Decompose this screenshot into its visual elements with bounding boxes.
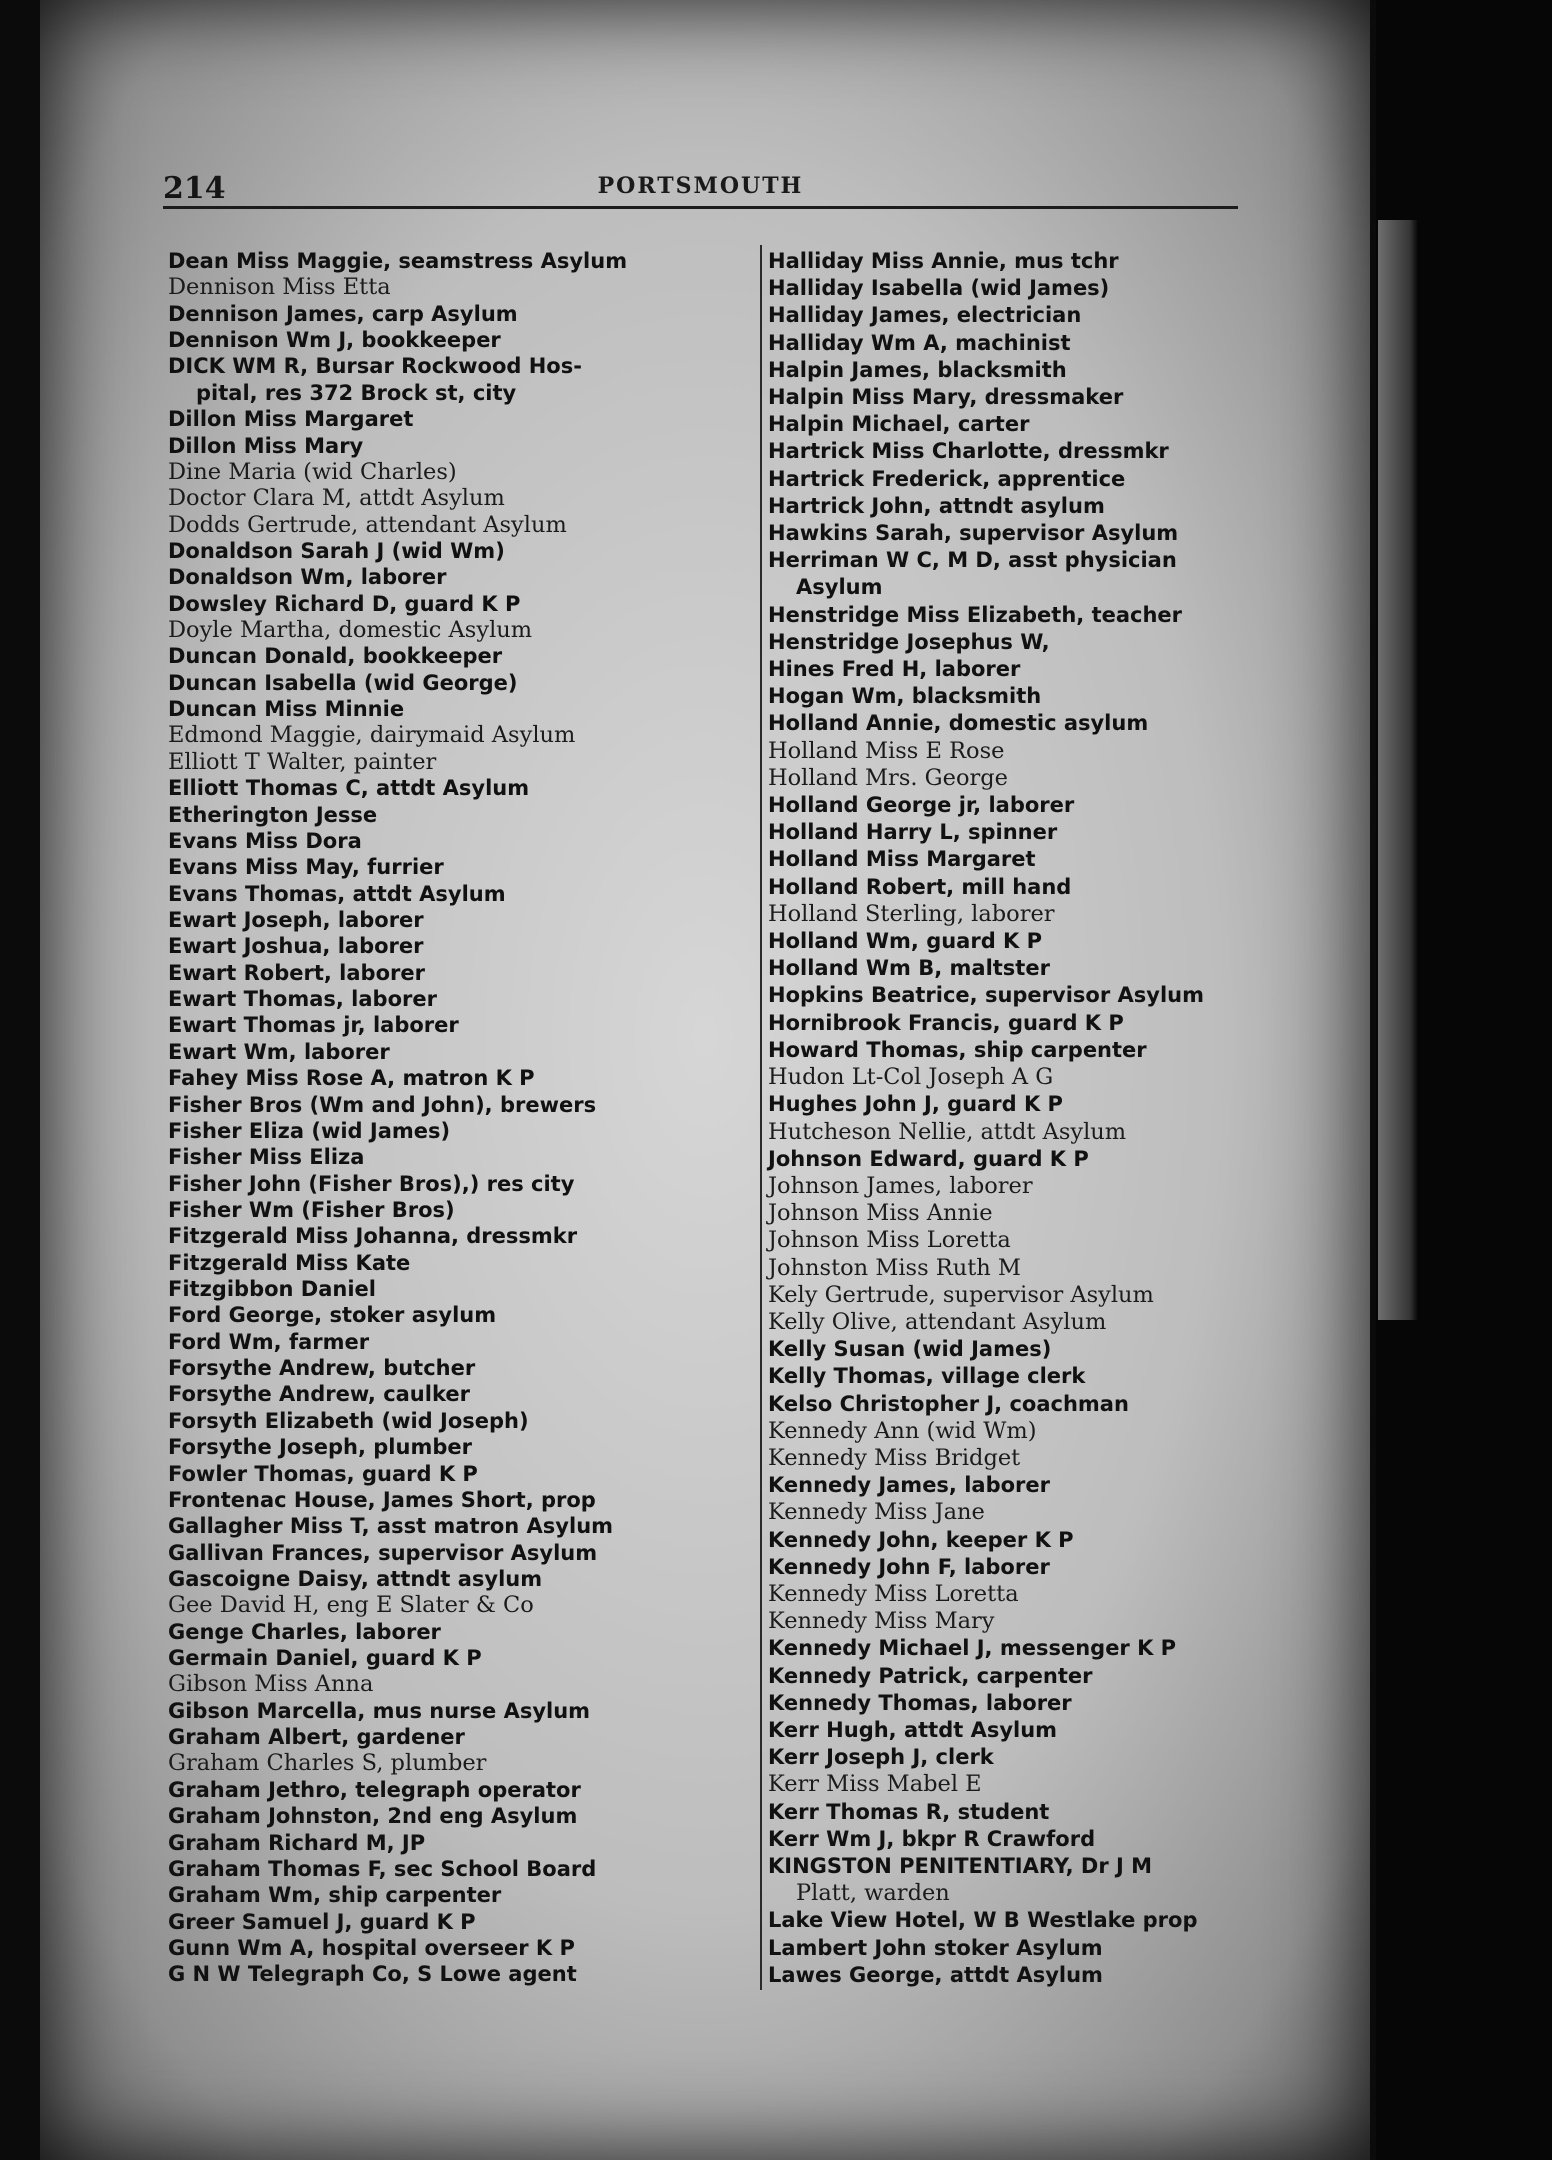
directory-entry: Elliott Thomas C, attdt Asylum — [168, 776, 530, 801]
directory-entry: Dillon Miss Margaret — [168, 407, 414, 432]
directory-entry: Gallivan Frances, supervisor Asylum — [168, 1540, 598, 1565]
directory-entry: Dennison Wm J, bookkeeper — [168, 328, 501, 353]
right-column — [768, 248, 1303, 1988]
directory-entry: Evans Miss Dora — [168, 828, 362, 853]
directory-entry: Fowler Thomas, guard K P — [168, 1461, 478, 1486]
directory-page — [40, 0, 1370, 2160]
directory-entry: Hopkins Beatrice, supervisor Asylum — [768, 983, 1204, 1008]
directory-entry: Fisher Eliza (wid James) — [168, 1118, 451, 1143]
directory-entry: Hudon Lt-Col Joseph A G — [768, 1064, 1054, 1091]
directory-entry: Forsythe Andrew, caulker — [168, 1382, 470, 1407]
directory-entry: Holland Wm, guard K P — [768, 929, 1043, 954]
directory-entry: Fitzgerald Miss Kate — [168, 1250, 411, 1275]
directory-entry: Ewart Wm, laborer — [168, 1039, 390, 1064]
directory-entry: Duncan Donald, bookkeeper — [168, 644, 503, 669]
directory-entry: Dine Maria (wid Charles) — [168, 458, 457, 485]
directory-entry: Hutcheson Nellie, attdt Asylum — [768, 1118, 1127, 1145]
directory-entry: Ford Wm, farmer — [168, 1329, 370, 1354]
directory-entry: Holland Robert, mill hand — [768, 874, 1072, 899]
directory-entry: Halliday Wm A, machinist — [768, 330, 1071, 355]
directory-entry: Forsyth Elizabeth (wid Joseph) — [168, 1408, 529, 1433]
column-divider — [760, 245, 762, 1990]
directory-entry: Kennedy Miss Bridget — [768, 1444, 1021, 1471]
adjacent-page-strip — [1378, 220, 1418, 1320]
directory-entry: Holland Harry L, spinner — [768, 820, 1058, 845]
directory-entry: Hartrick Frederick, apprentice — [768, 466, 1126, 491]
directory-entry: Hogan Wm, blacksmith — [768, 684, 1042, 709]
directory-entry: Genge Charles, laborer — [168, 1619, 441, 1644]
directory-entry: Evans Miss May, furrier — [168, 855, 444, 880]
directory-entry: Gunn Wm A, hospital overseer K P — [168, 1936, 575, 1960]
directory-entry: Kelly Olive, attendant Asylum — [768, 1308, 1107, 1335]
directory-entry: Holland George jr, laborer — [768, 793, 1075, 818]
directory-entry: Johnson Miss Annie — [768, 1200, 993, 1227]
directory-entry: Kennedy James, laborer — [768, 1473, 1051, 1498]
directory-entry: G N W Telegraph Co, S Lowe agent — [168, 1962, 577, 1987]
directory-entry: Ewart Joseph, laborer — [168, 907, 424, 932]
directory-entry: Ewart Thomas jr, laborer — [168, 1013, 459, 1038]
directory-entry: Platt, warden — [796, 1880, 950, 1907]
directory-entry: Ewart Robert, laborer — [168, 960, 425, 985]
directory-entry: Kerr Joseph J, clerk — [768, 1745, 994, 1770]
directory-entry: Halliday Miss Annie, mus tchr — [768, 249, 1119, 273]
directory-entry: Graham Richard M, JP — [168, 1830, 426, 1855]
directory-entry: Kennedy Ann (wid Wm) — [768, 1417, 1037, 1444]
directory-entry: Kerr Miss Mabel E — [768, 1771, 982, 1798]
directory-entry: Graham Thomas F, sec School Board — [168, 1856, 597, 1881]
directory-entry: Fisher Bros (Wm and John), brewers — [168, 1092, 597, 1117]
directory-entry: Kennedy Miss Mary — [768, 1608, 995, 1635]
directory-entry: Lawes George, attdt Asylum — [768, 1962, 1103, 1987]
directory-entry: Fitzgerald Miss Johanna, dressmkr — [168, 1224, 578, 1249]
directory-entry: Kelso Christopher J, coachman — [768, 1391, 1129, 1416]
directory-entry: Fisher Miss Eliza — [168, 1145, 365, 1170]
directory-entry: Duncan Isabella (wid George) — [168, 670, 518, 695]
directory-entry: Dillon Miss Mary — [168, 433, 364, 458]
directory-entry: Kely Gertrude, supervisor Asylum — [768, 1281, 1154, 1308]
directory-entry: Johnson Edward, guard K P — [768, 1146, 1089, 1171]
directory-entry: Graham Charles S, plumber — [168, 1750, 487, 1777]
directory-entry: Asylum — [796, 575, 883, 600]
directory-entry: Gee David H, eng E Slater & Co — [168, 1592, 534, 1619]
directory-entry: Hines Fred H, laborer — [768, 657, 1021, 682]
directory-entry: Donaldson Wm, laborer — [168, 565, 447, 590]
directory-entry: Kerr Hugh, attdt Asylum — [768, 1717, 1058, 1742]
directory-entry: Doctor Clara M, attdt Asylum — [168, 485, 505, 512]
directory-entry: Holland Wm B, maltster — [768, 956, 1050, 981]
directory-entry: Gascoigne Daisy, attndt asylum — [168, 1566, 543, 1591]
directory-entry: Fitzgibbon Daniel — [168, 1277, 376, 1302]
directory-entry: Dennison James, carp Asylum — [168, 301, 518, 326]
directory-entry: Halliday Isabella (wid James) — [768, 276, 1110, 301]
header-rule — [163, 206, 1238, 209]
adjacent-page-edge — [1376, 0, 1552, 2160]
directory-entry: Kerr Thomas R, student — [768, 1799, 1050, 1824]
directory-entry: Fisher Wm (Fisher Bros) — [168, 1197, 455, 1222]
directory-entry: Hartrick John, attndt asylum — [768, 493, 1105, 518]
directory-entry: Lake View Hotel, W B Westlake prop — [768, 1908, 1198, 1933]
directory-entry: DICK WM R, Bursar Rockwood Hos- — [168, 354, 582, 379]
directory-entry: Kennedy Thomas, laborer — [768, 1690, 1072, 1715]
directory-entry: Kennedy Michael J, messenger K P — [768, 1636, 1177, 1661]
directory-entry: Graham Johnston, 2nd eng Asylum — [168, 1804, 578, 1829]
directory-entry: Gibson Marcella, mus nurse Asylum — [168, 1698, 591, 1723]
directory-entry: Ford George, stoker asylum — [168, 1303, 497, 1328]
directory-entry: Greer Samuel J, guard K P — [168, 1909, 476, 1934]
directory-entry: Hughes John J, guard K P — [768, 1092, 1063, 1117]
directory-entry: Holland Annie, domestic asylum — [768, 711, 1149, 736]
directory-entry: Holland Sterling, laborer — [768, 900, 1055, 927]
directory-entry: Doyle Martha, domestic Asylum — [168, 617, 533, 644]
directory-entry: Germain Daniel, guard K P — [168, 1646, 482, 1671]
running-head: PORTSMOUTH — [597, 173, 804, 199]
directory-entry: pital, res 372 Brock st, city — [196, 380, 517, 405]
directory-entry: Dodds Gertrude, attendant Asylum — [168, 511, 567, 538]
directory-entry: Ewart Joshua, laborer — [168, 934, 424, 959]
directory-entry: Halpin Miss Mary, dressmaker — [768, 385, 1124, 410]
directory-entry: Dowsley Richard D, guard K P — [168, 591, 521, 616]
directory-entry: Kennedy Miss Loretta — [768, 1580, 1019, 1607]
directory-entry: Etherington Jesse — [168, 802, 378, 827]
directory-entry: Halliday James, electrician — [768, 303, 1082, 328]
directory-entry: Holland Miss E Rose — [768, 737, 1005, 764]
directory-entry: Henstridge Miss Elizabeth, teacher — [768, 602, 1183, 627]
directory-entry: Lambert John stoker Asylum — [768, 1935, 1103, 1960]
directory-entry: Herriman W C, M D, asst physician — [768, 548, 1177, 573]
directory-entry: Halpin Michael, carter — [768, 412, 1030, 437]
directory-entry: Fahey Miss Rose A, matron K P — [168, 1066, 535, 1091]
directory-entry: Hornibrook Francis, guard K P — [768, 1010, 1124, 1035]
directory-entry: Kennedy Patrick, carpenter — [768, 1663, 1093, 1688]
directory-entry: Dean Miss Maggie, seamstress Asylum — [168, 249, 628, 273]
directory-entry: Fisher John (Fisher Bros),) res city — [168, 1171, 575, 1196]
directory-entry: Graham Albert, gardener — [168, 1725, 465, 1750]
directory-entry: Forsythe Andrew, butcher — [168, 1356, 476, 1381]
directory-entry: Johnson Miss Loretta — [768, 1227, 1011, 1254]
directory-entry: Hawkins Sarah, supervisor Asylum — [768, 521, 1179, 546]
directory-entry: Kelly Susan (wid James) — [768, 1337, 1052, 1362]
directory-entry: Kerr Wm J, bkpr R Crawford — [768, 1826, 1096, 1851]
directory-entry: Hartrick Miss Charlotte, dressmkr — [768, 439, 1169, 464]
directory-entry: Evans Thomas, attdt Asylum — [168, 881, 506, 906]
directory-entry: Johnston Miss Ruth M — [768, 1254, 1021, 1281]
directory-entry: Ewart Thomas, laborer — [168, 987, 437, 1012]
directory-entry: Dennison Miss Etta — [168, 274, 391, 301]
directory-entry: Howard Thomas, ship carpenter — [768, 1037, 1147, 1062]
page-number: 214 — [163, 171, 226, 206]
directory-entry: Graham Wm, ship carpenter — [168, 1883, 502, 1908]
directory-entry: Graham Jethro, telegraph operator — [168, 1777, 581, 1802]
directory-entry: Edmond Maggie, dairymaid Asylum — [168, 722, 576, 749]
directory-entry: Holland Mrs. George — [768, 764, 1008, 791]
directory-entry: Forsythe Joseph, plumber — [168, 1435, 472, 1460]
directory-entry: Donaldson Sarah J (wid Wm) — [168, 538, 505, 563]
directory-entry: Elliott T Walter, painter — [168, 748, 437, 775]
directory-entry: Kennedy John F, laborer — [768, 1554, 1050, 1579]
directory-entry: Johnson James, laborer — [768, 1172, 1033, 1199]
directory-entry: Kennedy John, keeper K P — [768, 1527, 1074, 1552]
directory-entry: Frontenac House, James Short, prop — [168, 1487, 596, 1512]
directory-entry: Kelly Thomas, village clerk — [768, 1364, 1086, 1389]
directory-entry: Halpin James, blacksmith — [768, 357, 1067, 382]
directory-entry: Gibson Miss Anna — [168, 1671, 374, 1698]
directory-entry: Holland Miss Margaret — [768, 847, 1036, 872]
directory-entry: Duncan Miss Minnie — [168, 697, 405, 722]
directory-entry: KINGSTON PENITENTIARY, Dr J M — [768, 1853, 1153, 1878]
directory-entry: Henstridge Josephus W, — [768, 629, 1050, 654]
left-column — [168, 248, 758, 1988]
directory-entry: Kennedy Miss Jane — [768, 1499, 985, 1526]
directory-entry: Gallagher Miss T, asst matron Asylum — [168, 1514, 614, 1539]
